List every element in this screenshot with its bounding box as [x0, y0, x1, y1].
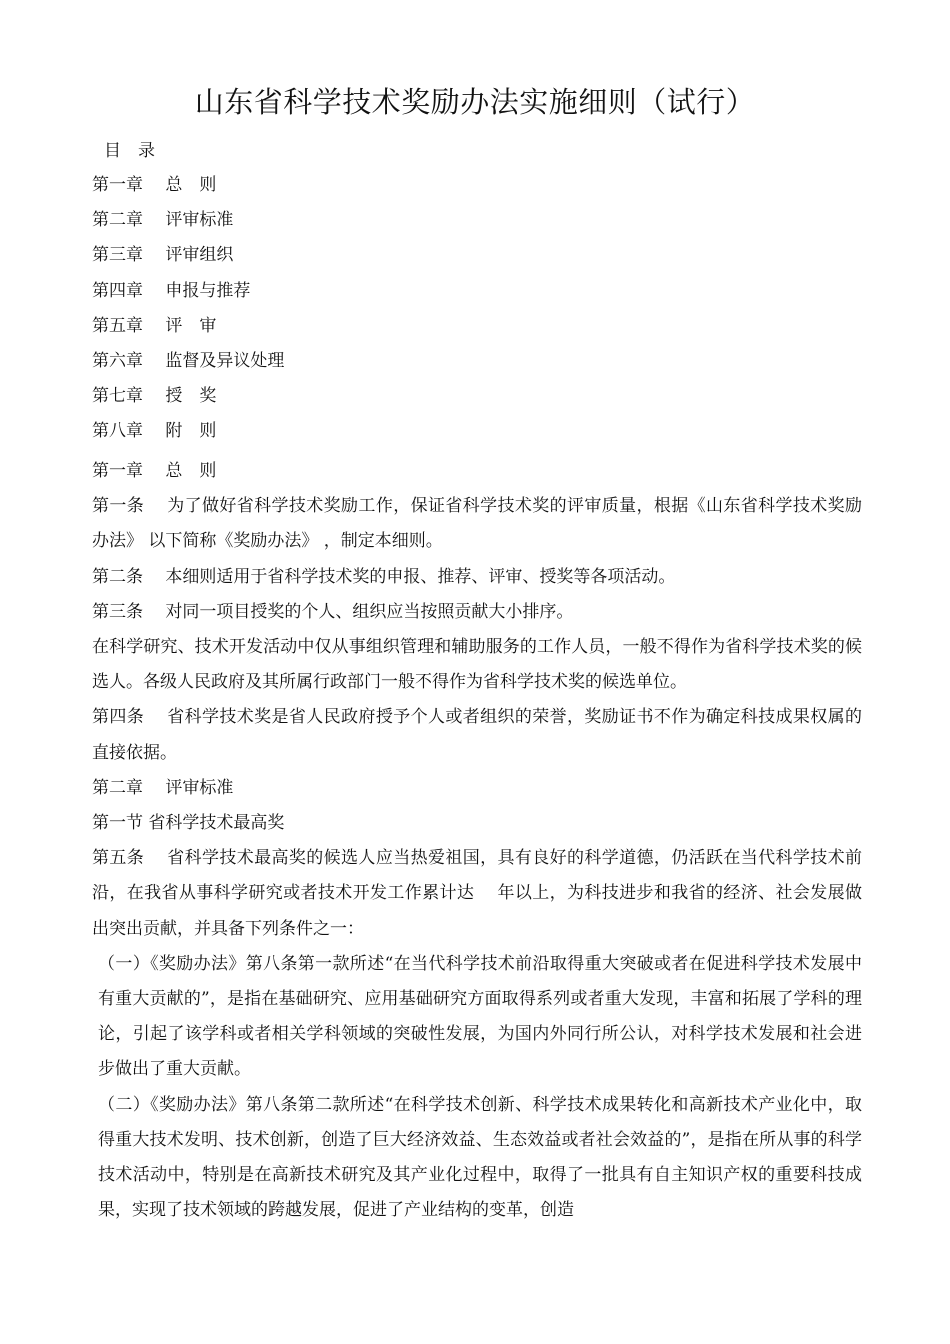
chapter-heading: 第二章 评审标准 [92, 777, 234, 798]
document-body [92, 454, 862, 1228]
article-paragraph: 第一条 为了做好省科学技术奖励工作，保证省科学技术奖的评审质量，根据《山东省科学技术奖励办法》 以下简称《奖励办法》 ，制定本细则。 [92, 496, 862, 552]
section-heading: 第一节 省科学技术最高奖 [92, 813, 285, 834]
toc-item: 第六章 监督及异议处理 [92, 351, 285, 371]
toc-item: 第八章 附 则 [92, 421, 217, 441]
article-paragraph: 第二条 本细则适用于省科学技术奖的申报、推荐、评审、授奖等各项活动。 [92, 566, 676, 587]
list-item-paragraph: （一）《奖励办法》第八条第一款所述“在当代科学技术前沿取得重大突破或者在促进科学技术发展中有重大贡献的”，是指在基础研究、应用基础研究方面取得系列或者重大发现，丰富和拓展了学科的理论，引起了该学科或者相关学科领域的突破性发展，为国内外同行所公认，对科学技术发展和社会进步做出了重大贡献。 [98, 953, 862, 1080]
toc-heading: 目 录 [104, 141, 155, 161]
document-title: 山东省科学技术奖励办法实施细则（试行） [194, 85, 756, 119]
chapter-heading: 第一章 总 则 [92, 461, 217, 481]
list-item-paragraph: （二）《奖励办法》第八条第二款所述“在科学技术创新、科学技术成果转化和高新技术产业化中，取得重大技术发明、技术创新，创造了巨大经济效益、生态效益或者社会效益的”，是指在所从事的科学技术活动中，特别是在高新技术研究及其产业化过程中，取得了一批具有自主知识产权的重要科技成果，实现了技术领域的跨越发展，促进了产业结构的变革，创造 [98, 1094, 862, 1221]
toc-item: 第三章 评审组织 [92, 245, 234, 265]
article-paragraph: 第三条 对同一项目授奖的个人、组织应当按照贡献大小排序。 [92, 601, 574, 622]
toc-item: 第五章 评 审 [92, 316, 217, 336]
toc-item: 第一章 总 则 [92, 175, 217, 195]
article-paragraph: 第四条 省科学技术奖是省人民政府授予个人或者组织的荣誉，奖励证书不作为确定科技成果权属的直接依据。 [92, 707, 862, 763]
toc-item: 第二章 评审标准 [92, 210, 234, 230]
article-paragraph: 第五条 省科学技术最高奖的候选人应当热爱祖国，具有良好的科学道德，仍活跃在当代科学技术前沿，在我省从事科学研究或者技术开发工作累计达 年以上，为科技进步和我省的经济、社会发展做出突出贡献，并具备下列条件之一： [92, 848, 862, 939]
toc-item: 第七章 授 奖 [92, 386, 217, 406]
toc-item: 第四章 申报与推荐 [92, 281, 251, 301]
body-paragraph: 在科学研究、技术开发活动中仅从事组织管理和辅助服务的工作人员，一般不得作为省科学技术奖的候选人。各级人民政府及其所属行政部门一般不得作为省科学技术奖的候选单位。 [92, 637, 862, 693]
